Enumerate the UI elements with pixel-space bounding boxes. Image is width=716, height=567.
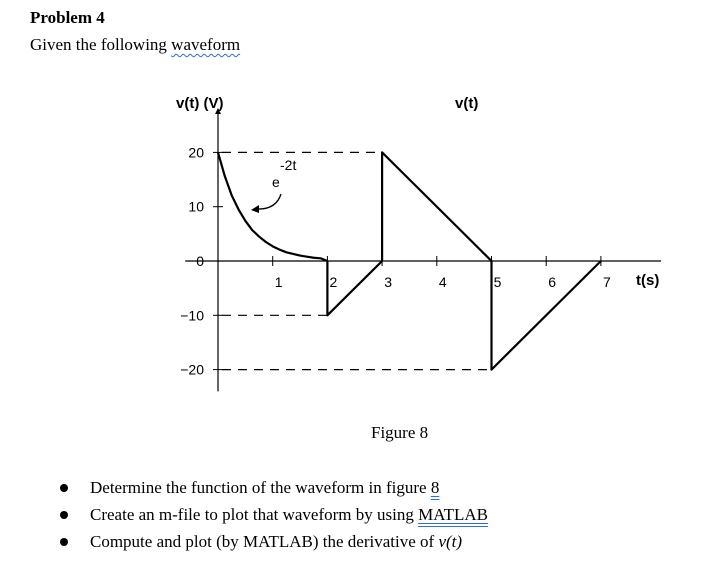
y-axis-label: v(t) (V) (176, 95, 224, 112)
chart-title: v(t) (455, 95, 479, 112)
exp-base: e (272, 174, 280, 190)
y-tick-label: 0 (196, 253, 204, 269)
intro-prefix: Given the following (30, 35, 172, 54)
task-item-1 (58, 477, 488, 504)
exp-annotation (251, 157, 296, 213)
task-list (58, 477, 488, 558)
x-tick-label: 5 (493, 274, 502, 290)
series-exp-decay (218, 152, 327, 261)
bullet-icon (60, 511, 68, 519)
bullet-icon (60, 538, 68, 546)
annotation-arrow-line (256, 194, 281, 209)
task-text: Determine the function of the waveform in figure (90, 478, 431, 497)
bullet-icon (60, 484, 68, 492)
y-tick-label: 20 (188, 144, 204, 161)
x-tick-label: 7 (603, 274, 611, 290)
x-tick-label: 6 (548, 274, 557, 290)
figure-ref-link: 8 (430, 478, 440, 497)
figure-caption: Figure 8 (371, 423, 429, 442)
task-text: Create an m-file to plot that waveform by using (90, 505, 419, 524)
x-tick-label: 1 (274, 274, 283, 290)
waveform-word: waveform (171, 35, 241, 54)
axes (185, 108, 661, 391)
problem-heading: Problem 4 (30, 8, 105, 27)
x-tick-label: 3 (384, 274, 392, 290)
vt-math: v(t) (438, 532, 463, 551)
y-tick-label: −20 (180, 361, 204, 378)
x-axis-label: t(s) (636, 272, 660, 289)
x-tick-label: 4 (438, 274, 447, 290)
task-item-3 (58, 531, 488, 558)
y-tick-label: 10 (188, 198, 204, 215)
exp-exponent: -2t (280, 157, 297, 173)
task-text: Compute and plot (by MATLAB) the derivative of (90, 532, 439, 551)
task-item-2 (58, 504, 488, 531)
y-tick-label: −10 (180, 307, 204, 324)
matlab-word: MATLAB (418, 505, 489, 524)
x-tick-label: 2 (329, 274, 338, 290)
annotation-arrowhead (251, 205, 259, 213)
